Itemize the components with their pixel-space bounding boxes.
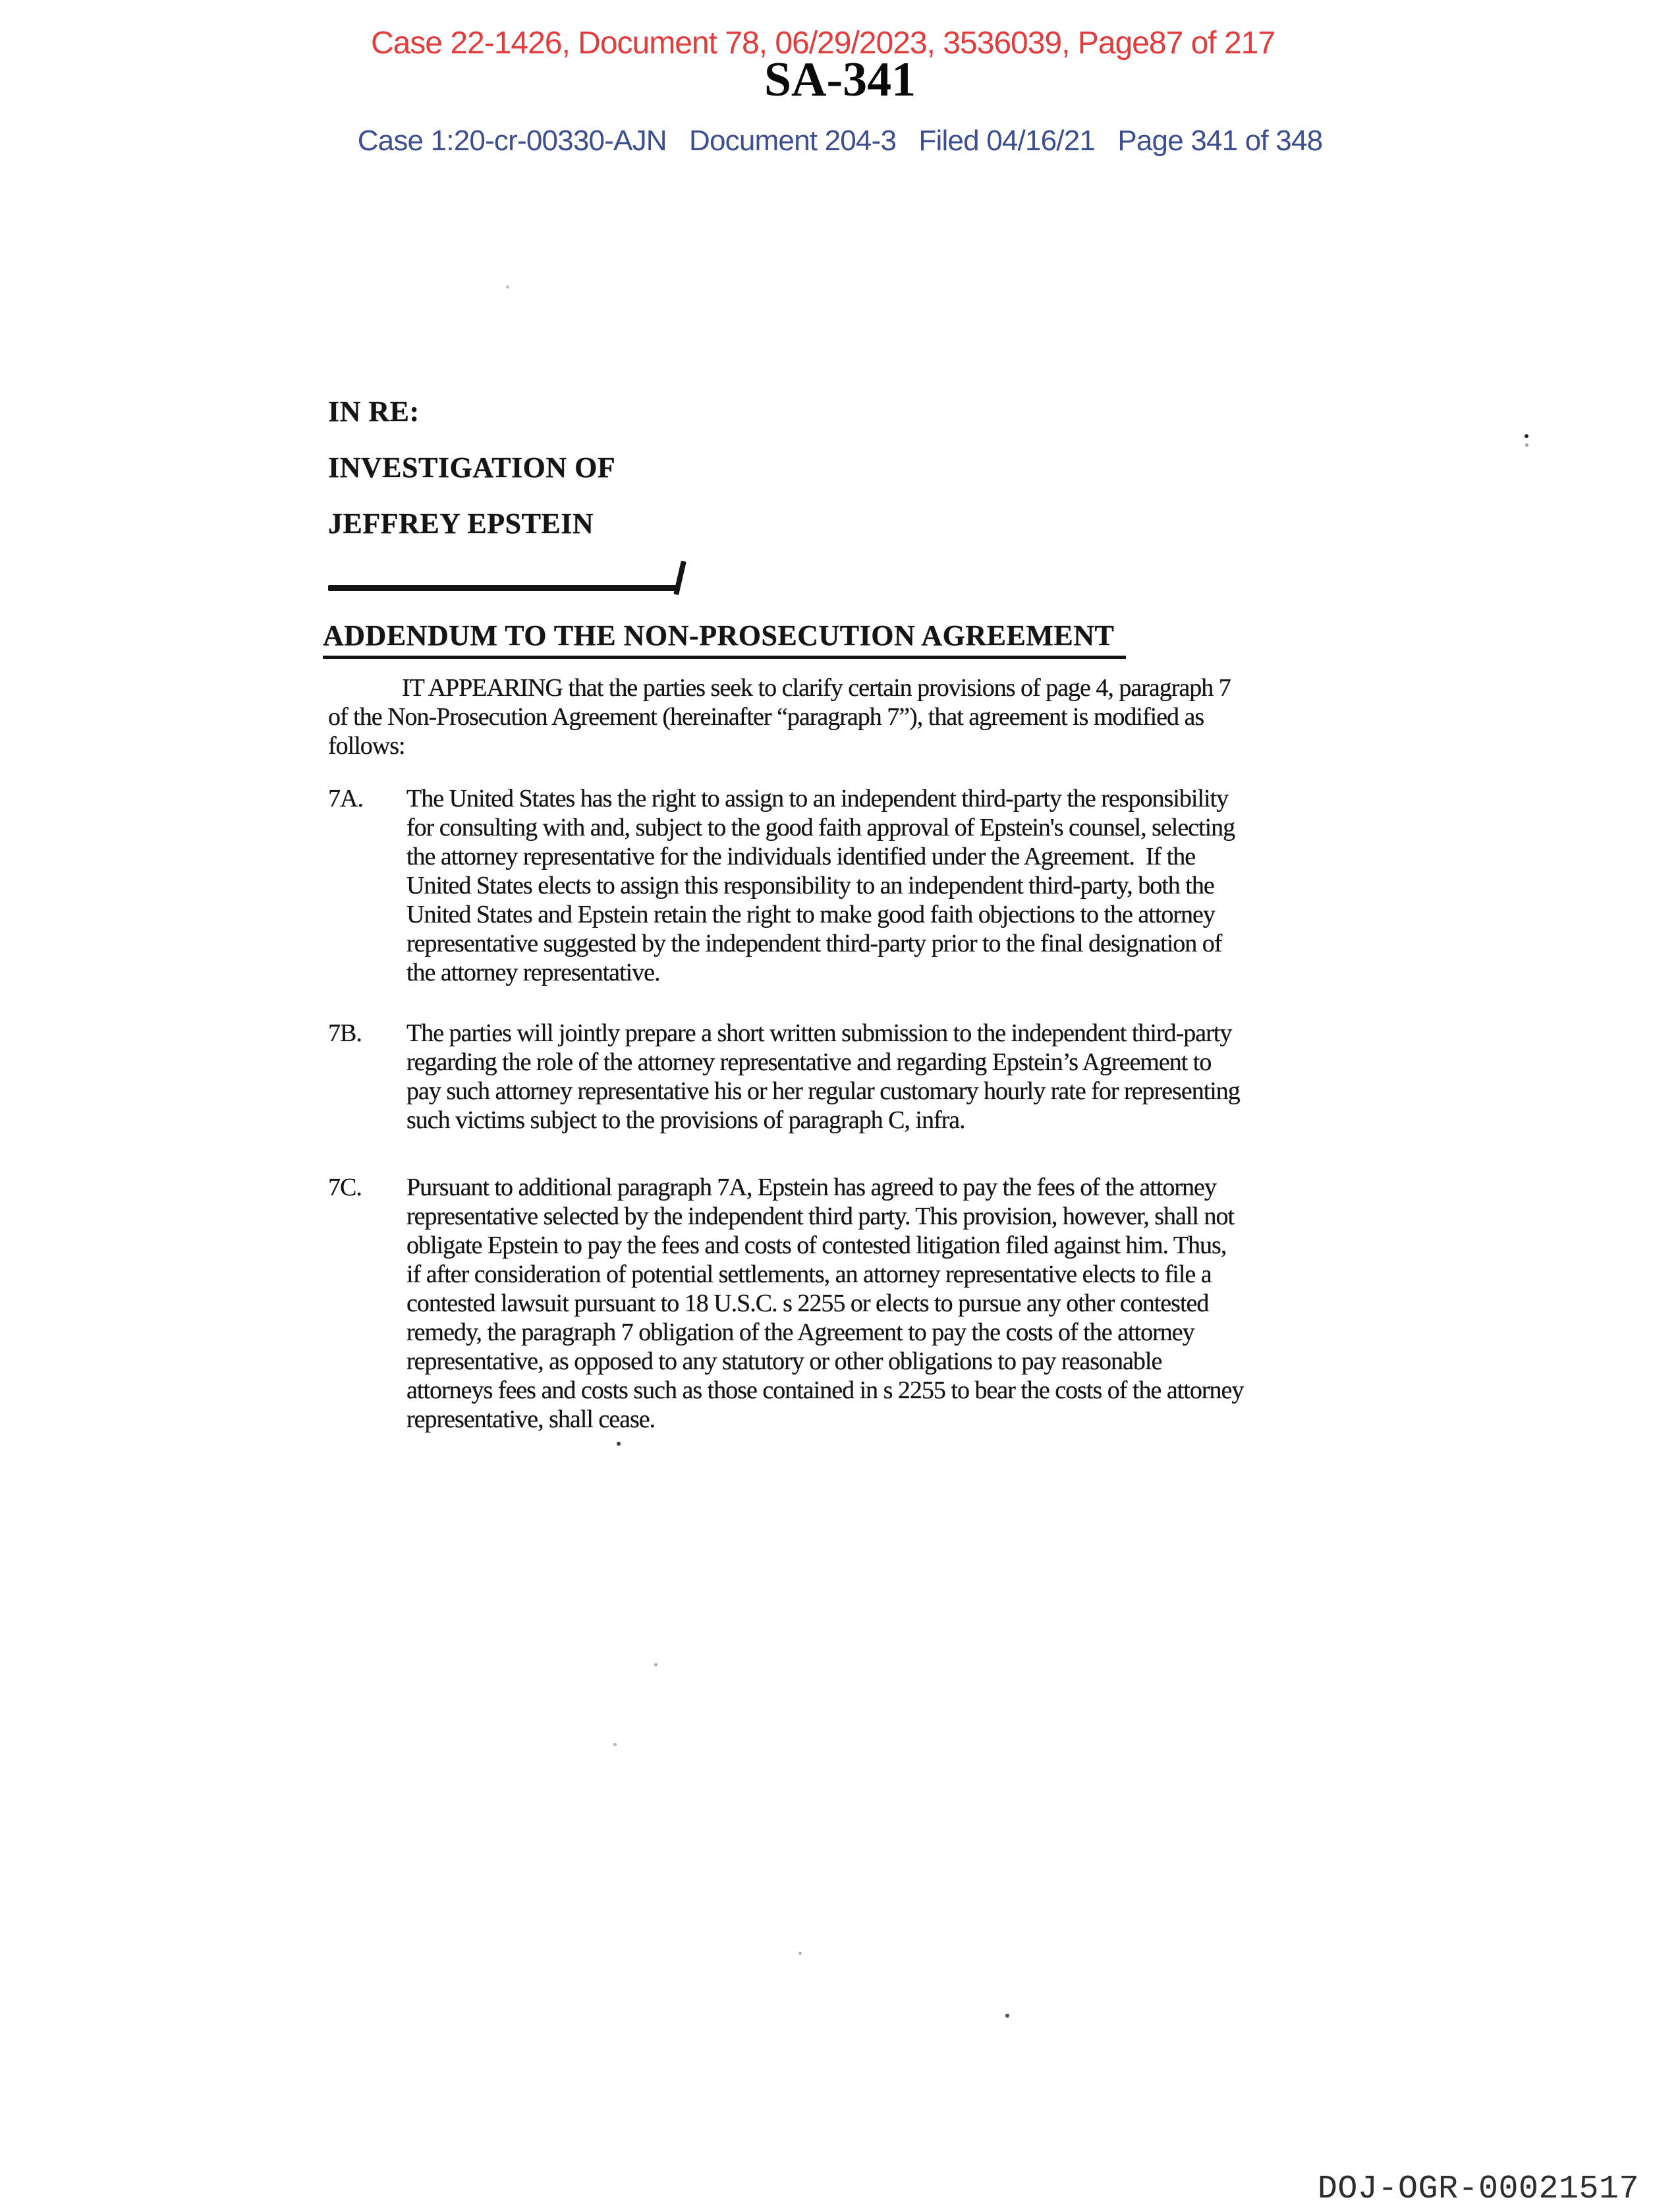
paragraph-7a-line: representative suggested by the independent third-party prior to the final designation of [406,930,1222,957]
scan-speck [798,1952,802,1955]
paragraph-7c-line: representative, as opposed to any statutory or other obligations to pay reasonable [406,1347,1162,1375]
scan-speck [613,1743,617,1746]
district-court-stamp: Case 1:20-cr-00330-AJN Document 204-3 Filed 04/16/21 Page 341 of 348 [357,125,1323,157]
paragraph-7c-line: representative, shall cease. [406,1405,656,1433]
paragraph-7c-line: remedy, the paragraph 7 obligation of the Agreement to pay the costs of the attorney [406,1319,1194,1346]
scan-speck [506,285,509,289]
scan-speck [1005,2014,1009,2018]
scan-speck [1525,434,1528,438]
intro-paragraph [328,673,1231,760]
paragraph-7c-line: obligate Epstein to pay the fees and costs of contested litigation filed against him. Thus, [406,1232,1227,1259]
caption-in-re: IN RE: [328,395,420,428]
bates-number: DOJ-OGR-00021517 [1317,2170,1639,2208]
paragraph-7b [406,1019,1240,1135]
paragraph-7c-number: 7C. [328,1174,362,1201]
paragraph-7a-line: United States elects to assign this responsibility to an independent third-party, both the [406,872,1214,899]
paragraph-7b-line: regarding the role of the attorney representative and regarding Epstein’s Agreement to [406,1048,1212,1076]
intro-line: IT APPEARING that the parties seek to clarify certain provisions of page 4, paragraph 7 [402,674,1231,702]
paragraph-7a-line: the attorney representative. [406,959,660,986]
caption-subject-name: JEFFREY EPSTEIN [328,507,594,540]
caption-divider-slash [673,561,686,595]
paragraph-7c-line: representative selected by the independent third party. This provision, however, shall not [406,1203,1235,1230]
paragraph-7b-number: 7B. [328,1019,362,1047]
paragraph-7c-line: attorneys fees and costs such as those contained in s 2255 to bear the costs of the attorney [406,1376,1244,1404]
scan-speck [1525,443,1528,447]
document-title: ADDENDUM TO THE NON-PROSECUTION AGREEMENT [323,621,1126,659]
scan-speck [654,1663,658,1666]
paragraph-7c [406,1173,1243,1434]
scan-speck [617,1442,621,1446]
paragraph-7c-line: contested lawsuit pursuant to 18 U.S.C. s 2255 or elects to pursue any other contested [406,1290,1209,1317]
paragraph-7c-line: Pursuant to additional paragraph 7A, Epstein has agreed to pay the fees of the attorney [406,1174,1216,1201]
appellate-court-stamp: Case 22-1426, Document 78, 06/29/2023, 3536039, Page87 of 217 [370,26,1275,61]
paragraph-7a-line: The United States has the right to assign to an independent third-party the responsibility [406,785,1229,812]
caption-investigation-of: INVESTIGATION OF [328,451,616,484]
intro-line: follows: [328,732,405,760]
appendix-page-number: SA-341 [764,53,916,107]
paragraph-7b-line: such victims subject to the provisions of paragraph C, infra. [406,1106,965,1134]
paragraph-7b-line: pay such attorney representative his or her regular customary hourly rate for representing [406,1077,1240,1105]
paragraph-7a [406,784,1235,987]
paragraph-7c-line: if after consideration of potential settlements, an attorney representative elects to file a [406,1261,1212,1288]
paragraph-7b-line: The parties will jointly prepare a short written submission to the independent third-party [406,1019,1232,1047]
paragraph-7a-line: for consulting with and, subject to the good faith approval of Epstein's counsel, selecting [406,814,1235,841]
paragraph-7a-line: United States and Epstein retain the right to make good faith objections to the attorney [406,901,1215,928]
paragraph-7a-number: 7A. [328,785,363,812]
caption-divider-line [328,585,679,591]
paragraph-7a-line: the attorney representative for the individuals identified under the Agreement. If the [406,843,1196,870]
intro-line: of the Non-Prosecution Agreement (hereinafter “paragraph 7”), that agreement is modified as [328,703,1204,731]
